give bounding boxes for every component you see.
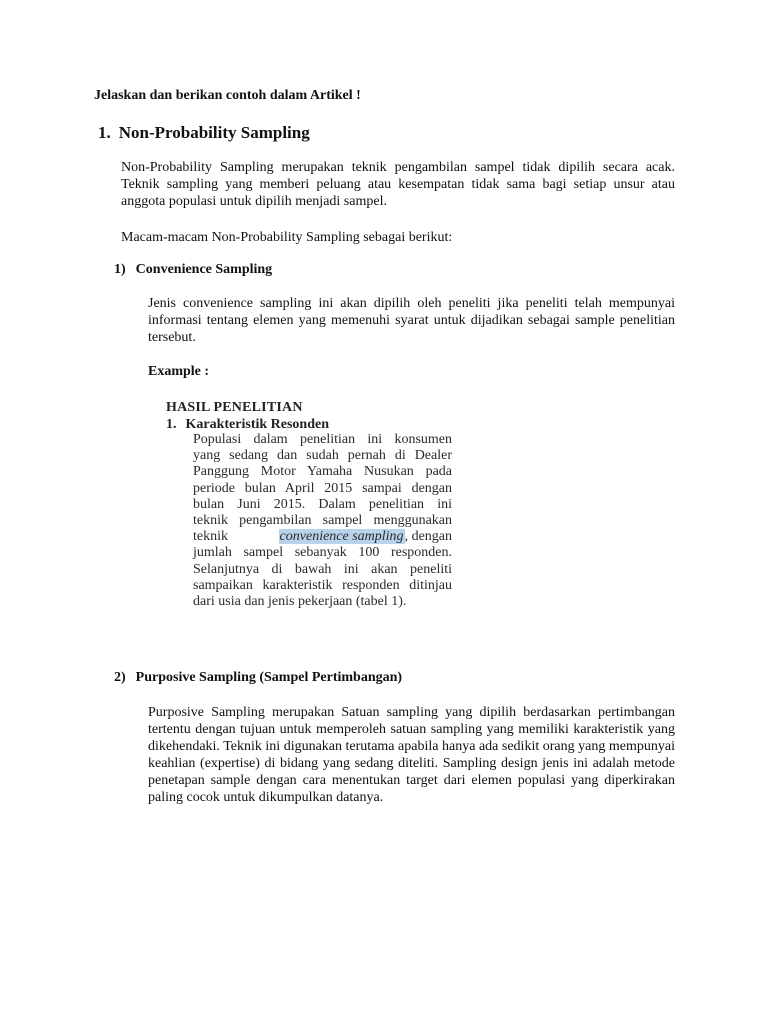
figure-line-prefix: teknik	[193, 529, 228, 545]
section-heading-non-probability	[98, 123, 310, 143]
example-figure	[166, 398, 458, 616]
figure-line: yang sedang dan sudah pernah di Dealer	[193, 448, 452, 464]
figure-subheading	[166, 417, 329, 433]
section-title: Non-Probability Sampling	[118, 123, 310, 142]
convenience-description: Jenis convenience sampling ini akan dipilih oleh peneliti jika peneliti telah mempunyai informasi tentang elemen yang memenuhi syarat untuk dijadikan sebagai sample penelitian tersebut.	[148, 296, 675, 345]
figure-line: bulan Juni 2015. Dalam penelitian ini	[193, 496, 452, 512]
section-number: 1.	[98, 123, 111, 142]
figure-line: periode bulan April 2015 sampai dengan	[193, 480, 452, 496]
figure-line: Selanjutnya di bawah ini akan peneliti	[193, 561, 452, 577]
figure-line: jumlah sampel sebanyak 100 responden.	[193, 545, 452, 561]
figure-body	[193, 432, 452, 610]
subheading-title: Convenience Sampling	[135, 262, 273, 277]
figure-line: Panggung Motor Yamaha Nusukan pada	[193, 464, 452, 480]
purposive-description: Purposive Sampling merupakan Satuan sampling yang dipilih berdasarkan pertimbangan tertentu dengan tujuan untuk memperoleh satuan sampling yang memiliki karakteristik yang dikehendaki. Teknik ini digunakan terutama apabila hanya ada sedikit orang yang mempunyai keahlian (expertise) di bidang yang sedang diteliti. Sampling design jenis ini adalah metode penetapan sample dengan cara menentukan target dari elemen populasi yang diperkirakan paling cocok untuk dikumpulkan datanya.	[148, 705, 675, 805]
figure-line: Populasi dalam penelitian ini konsumen	[193, 432, 452, 447]
subheading-number: 1)	[114, 262, 126, 277]
figure-sub-title: Karakteristik Resonden	[185, 417, 329, 432]
figure-line-highlighted	[193, 529, 452, 545]
definition-paragraph: Non-Probability Sampling merupakan teknik pengambilan sampel tidak dipilih secara acak. Teknik sampling yang memberi peluang atau kesempatan tidak sama bagi setiap unsur atau anggota populasi untuk dipilih menjadi sampel.	[121, 160, 675, 209]
example-label: Example :	[148, 364, 210, 379]
types-intro-paragraph: Macam-macam Non-Probability Sampling sebagai berikut:	[121, 230, 453, 245]
figure-line-suffix: , dengan	[404, 529, 452, 545]
figure-line: sampaikan karakteristik responden ditinjau	[193, 577, 452, 593]
subheading-number: 2)	[114, 670, 126, 685]
figure-line: dari usia dan jenis pekerjaan (tabel 1).	[193, 593, 407, 609]
instruction-text: Jelaskan dan berikan contoh dalam Artikel !	[94, 88, 361, 103]
subheading-purposive-sampling	[114, 670, 402, 686]
subheading-convenience-sampling	[114, 262, 272, 278]
figure-sub-number: 1.	[166, 417, 177, 432]
highlighted-term: convenience sampling	[279, 529, 404, 545]
figure-line: teknik pengambilan sampel menggunakan	[193, 512, 452, 528]
subheading-title: Purposive Sampling (Sampel Pertimbangan)	[135, 670, 403, 685]
figure-heading: HASIL PENELITIAN	[166, 400, 303, 415]
